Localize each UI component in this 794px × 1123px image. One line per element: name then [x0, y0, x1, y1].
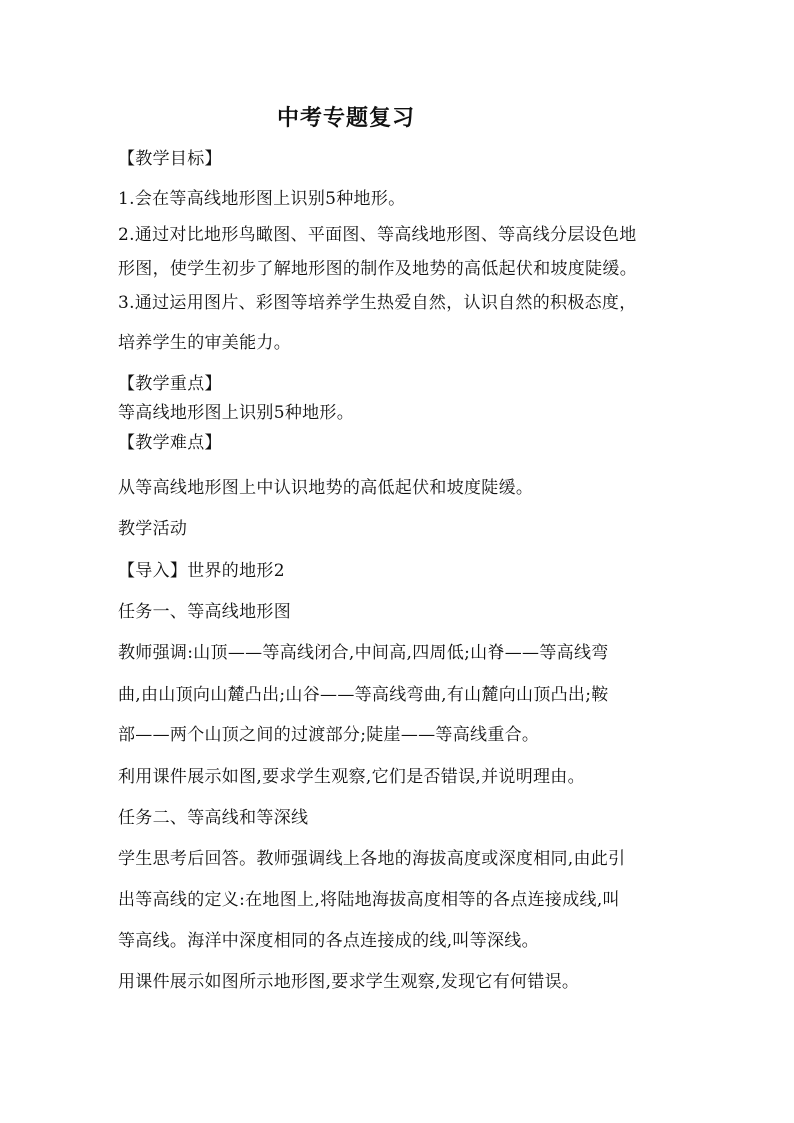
section-heading-key-points: 【教学重点】	[118, 374, 222, 394]
section-heading-difficulties: 【教学难点】	[118, 433, 222, 453]
page-title: 中考专题复习	[277, 105, 416, 131]
task-two-text-2: 出等高线的定义:在地图上,将陆地海拔高度相等的各点连接成线,叫	[118, 890, 620, 910]
objective-line-1: 1.会在等高线地形图上识别5种地形。	[118, 189, 406, 209]
task-one-text-1: 教师强调:山顶——等高线闭合,中间高,四周低;山脊——等高线弯	[118, 643, 609, 663]
difficulty-text: 从等高线地形图上中认识地势的高低起伏和坡度陡缓。	[118, 478, 534, 498]
activities-heading: 教学活动	[118, 519, 188, 539]
task-two-text-1: 学生思考后回答。教师强调线上各地的海拔高度或深度相同,由此引	[118, 849, 626, 869]
task-two-heading: 任务二、等高线和等深线	[118, 808, 309, 828]
objective-line-2a: 2.通过对比地形鸟瞰图、平面图、等高线地形图、等高线分层设色地	[118, 225, 637, 245]
task-one-heading: 任务一、等高线地形图	[118, 602, 291, 622]
objective-line-2b: 形图，使学生初步了解地形图的制作及地势的高低起伏和坡度陡缓。	[118, 259, 637, 279]
objective-line-3a: 3.通过运用图片、彩图等培养学生热爱自然，认识自然的积极态度，	[118, 293, 637, 313]
task-two-text-4: 用课件展示如图所示地形图,要求学生观察,发现它有何错误。	[118, 972, 580, 992]
section-heading-objectives: 【教学目标】	[118, 149, 222, 169]
intro-line: 【导入】世界的地形2	[118, 561, 285, 581]
task-one-text-4: 利用课件展示如图,要求学生观察,它们是否错误,并说明理由。	[118, 767, 585, 787]
task-one-text-2: 曲,由山顶向山麓凸出;山谷——等高线弯曲,有山麓向山顶凸出;鞍	[118, 685, 609, 705]
objective-line-3b: 培养学生的审美能力。	[118, 333, 291, 353]
key-point-text: 等高线地形图上识别5种地形。	[118, 403, 355, 423]
task-two-text-3: 等高线。海洋中深度相同的各点连接成的线,叫等深线。	[118, 931, 539, 951]
task-one-text-3: 部——两个山顶之间的过渡部分;陡崖——等高线重合。	[118, 725, 540, 745]
